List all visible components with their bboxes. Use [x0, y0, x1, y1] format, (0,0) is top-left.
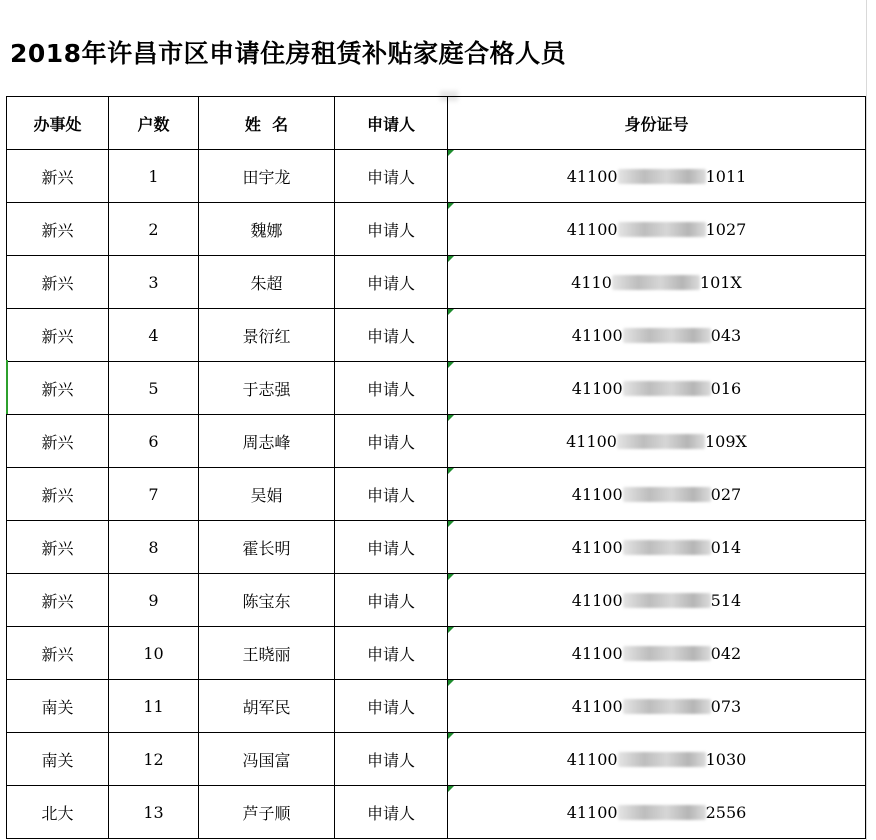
cell-name[interactable]: 王晓丽	[199, 627, 335, 680]
cell-name[interactable]: 朱超	[199, 256, 335, 309]
id-prefix: 41100	[571, 590, 623, 610]
cell-office[interactable]: 北大	[7, 786, 109, 839]
id-prefix: 41100	[571, 484, 623, 504]
error-indicator-icon	[448, 521, 454, 527]
error-indicator-icon	[448, 362, 454, 368]
cell-id-number[interactable]	[448, 309, 866, 362]
cell-office[interactable]: 南关	[7, 680, 109, 733]
id-suffix: 014	[710, 537, 742, 557]
cell-role[interactable]: 申请人	[335, 680, 448, 733]
id-prefix: 41100	[566, 219, 618, 239]
cell-selection-edge	[6, 360, 8, 414]
table-row	[7, 786, 866, 839]
redaction-blur	[623, 646, 711, 661]
cell-name[interactable]: 田宇龙	[199, 150, 335, 203]
header-id[interactable]: 身份证号	[448, 97, 866, 150]
cell-role[interactable]: 申请人	[335, 627, 448, 680]
id-suffix: 1027	[705, 219, 747, 239]
id-suffix: 016	[710, 378, 742, 398]
cell-office[interactable]: 南关	[7, 733, 109, 786]
cell-count[interactable]: 2	[109, 203, 199, 256]
redaction-blur	[618, 169, 706, 184]
id-prefix: 41100	[571, 696, 623, 716]
cell-name[interactable]: 霍长明	[199, 521, 335, 574]
cell-id-number[interactable]	[448, 468, 866, 521]
redaction-blur	[623, 540, 711, 555]
cell-role[interactable]: 申请人	[335, 733, 448, 786]
cell-name[interactable]: 周志峰	[199, 415, 335, 468]
id-prefix: 41100	[571, 325, 623, 345]
cell-office[interactable]: 新兴	[7, 309, 109, 362]
redaction-blur	[623, 328, 711, 343]
table-row	[7, 203, 866, 256]
cell-count[interactable]: 5	[109, 362, 199, 415]
cell-office[interactable]: 新兴	[7, 203, 109, 256]
id-prefix: 41100	[566, 749, 618, 769]
table-row	[7, 150, 866, 203]
header-office[interactable]: 办事处	[7, 97, 109, 150]
cell-id-number[interactable]	[448, 415, 866, 468]
cell-id-number[interactable]	[448, 256, 866, 309]
redaction-blur	[623, 699, 711, 714]
id-suffix: 109X	[704, 431, 747, 451]
cell-name[interactable]: 胡军民	[199, 680, 335, 733]
error-indicator-icon	[448, 150, 454, 156]
cell-role[interactable]: 申请人	[335, 150, 448, 203]
cell-count[interactable]: 3	[109, 256, 199, 309]
error-indicator-icon	[448, 627, 454, 633]
id-prefix: 41100	[571, 537, 623, 557]
cell-office[interactable]: 新兴	[7, 521, 109, 574]
id-suffix: 027	[710, 484, 742, 504]
redaction-blur	[618, 752, 706, 767]
table-row	[7, 415, 866, 468]
error-indicator-icon	[448, 733, 454, 739]
cell-role[interactable]: 申请人	[335, 468, 448, 521]
error-indicator-icon	[448, 680, 454, 686]
id-suffix: 1011	[705, 166, 747, 186]
table-row	[7, 256, 866, 309]
cell-office[interactable]: 新兴	[7, 627, 109, 680]
sheet-title: 2018年许昌市区申请住房租赁补贴家庭合格人员	[10, 39, 567, 68]
error-indicator-icon	[448, 468, 454, 474]
id-suffix: 2556	[705, 802, 747, 822]
cell-name[interactable]: 芦子顺	[199, 786, 335, 839]
redaction-blur	[618, 222, 706, 237]
error-indicator-icon	[448, 574, 454, 580]
id-suffix: 043	[710, 325, 742, 345]
cell-office[interactable]: 新兴	[7, 362, 109, 415]
cell-role[interactable]: 申请人	[335, 574, 448, 627]
cell-count[interactable]: 13	[109, 786, 199, 839]
id-suffix: 101X	[699, 272, 742, 292]
cell-count[interactable]: 7	[109, 468, 199, 521]
cell-count[interactable]: 9	[109, 574, 199, 627]
applicant-table	[6, 96, 866, 839]
cell-id-number[interactable]	[448, 574, 866, 627]
table-row	[7, 362, 866, 415]
table-row	[7, 574, 866, 627]
error-indicator-icon	[448, 309, 454, 315]
cell-id-number[interactable]	[448, 733, 866, 786]
id-prefix: 4110	[571, 272, 612, 292]
header-name[interactable]: 姓 名	[199, 97, 335, 150]
header-count[interactable]: 户数	[109, 97, 199, 150]
table-row	[7, 680, 866, 733]
cell-id-number[interactable]	[448, 203, 866, 256]
id-suffix: 073	[710, 696, 742, 716]
redaction-blur	[623, 381, 711, 396]
table-row	[7, 521, 866, 574]
redaction-blur	[617, 434, 705, 449]
cell-name[interactable]: 吴娟	[199, 468, 335, 521]
cell-name[interactable]: 冯国富	[199, 733, 335, 786]
id-prefix: 41100	[571, 643, 623, 663]
cell-office[interactable]: 新兴	[7, 415, 109, 468]
cell-office[interactable]: 新兴	[7, 256, 109, 309]
cell-id-number[interactable]	[448, 786, 866, 839]
id-prefix: 41100	[566, 431, 617, 451]
header-row	[7, 97, 866, 150]
id-prefix: 41100	[571, 378, 623, 398]
cell-role[interactable]: 申请人	[335, 415, 448, 468]
cell-count[interactable]: 12	[109, 733, 199, 786]
cell-office[interactable]: 新兴	[7, 468, 109, 521]
error-indicator-icon	[448, 415, 454, 421]
id-suffix: 514	[710, 590, 742, 610]
cell-name[interactable]: 陈宝东	[199, 574, 335, 627]
cell-role[interactable]: 申请人	[335, 521, 448, 574]
error-indicator-icon	[448, 203, 454, 209]
table-row	[7, 309, 866, 362]
error-indicator-icon	[448, 256, 454, 262]
header-role[interactable]: 申请人	[335, 97, 448, 150]
cell-role[interactable]: 申请人	[335, 256, 448, 309]
table-row	[7, 733, 866, 786]
cell-id-number[interactable]	[448, 627, 866, 680]
cell-count[interactable]: 8	[109, 521, 199, 574]
cell-role[interactable]: 申请人	[335, 362, 448, 415]
id-prefix: 41100	[566, 802, 618, 822]
cell-office[interactable]: 新兴	[7, 574, 109, 627]
redaction-blur	[623, 593, 711, 608]
cell-count[interactable]: 6	[109, 415, 199, 468]
cell-name[interactable]: 于志强	[199, 362, 335, 415]
table-row	[7, 468, 866, 521]
cell-name[interactable]: 景衍红	[199, 309, 335, 362]
table-row	[7, 627, 866, 680]
cell-role[interactable]: 申请人	[335, 203, 448, 256]
cell-id-number[interactable]	[448, 150, 866, 203]
id-suffix: 042	[710, 643, 742, 663]
cell-count[interactable]: 10	[109, 627, 199, 680]
cell-role[interactable]: 申请人	[335, 786, 448, 839]
cell-id-number[interactable]	[448, 362, 866, 415]
cell-count[interactable]: 4	[109, 309, 199, 362]
cell-name[interactable]: 魏娜	[199, 203, 335, 256]
cell-role[interactable]: 申请人	[335, 309, 448, 362]
cell-id-number[interactable]	[448, 521, 866, 574]
cell-id-number[interactable]	[448, 680, 866, 733]
cell-office[interactable]: 新兴	[7, 150, 109, 203]
redaction-blur	[618, 805, 706, 820]
title-row[interactable]	[0, 0, 866, 96]
redaction-blur	[612, 275, 700, 290]
cell-count[interactable]: 1	[109, 150, 199, 203]
id-suffix: 1030	[705, 749, 747, 769]
redaction-blur	[623, 487, 711, 502]
error-indicator-icon	[448, 786, 454, 792]
id-prefix: 41100	[566, 166, 618, 186]
cell-count[interactable]: 11	[109, 680, 199, 733]
